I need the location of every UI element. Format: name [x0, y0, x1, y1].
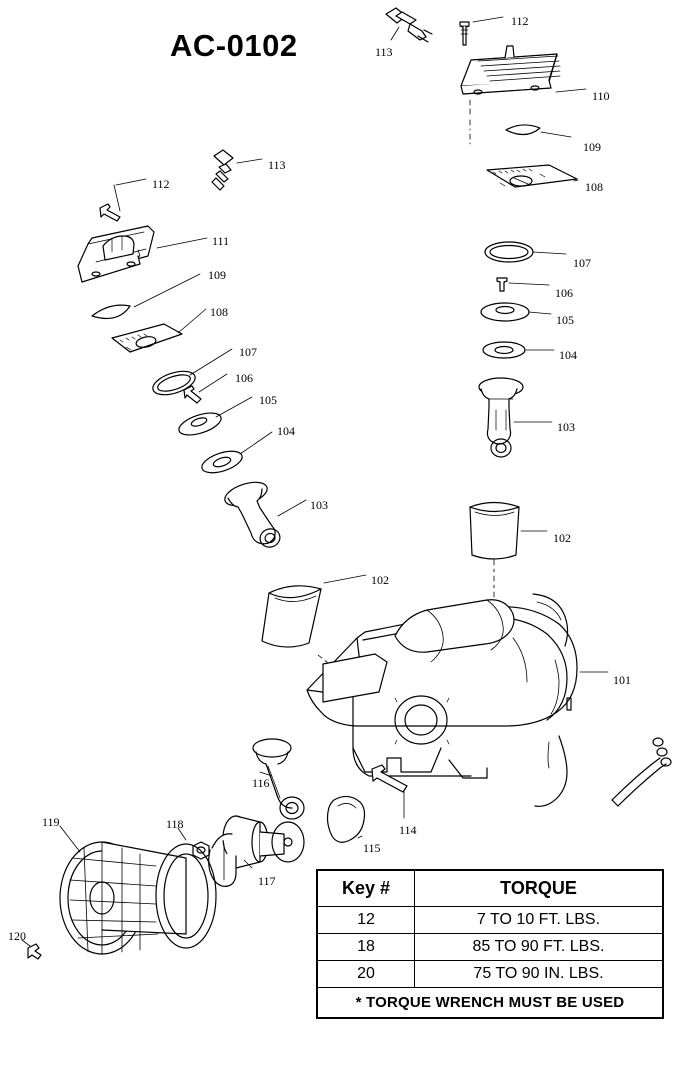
torque-row-key: 12	[317, 907, 415, 934]
part-101-crankcase	[307, 594, 577, 806]
part-112-left	[100, 204, 120, 221]
part-115-counterweight	[328, 796, 365, 842]
callout-102-left: 102	[371, 573, 389, 587]
part-119-flywheel	[60, 842, 216, 954]
part-106-screw	[497, 278, 507, 291]
part-105-retainer-left	[176, 409, 223, 440]
torque-header-torque: TORQUE	[415, 870, 664, 907]
callout-120: 120	[8, 929, 26, 943]
callout-109-left: 109	[208, 268, 226, 282]
callout-103-right: 103	[557, 420, 575, 434]
part-111-head-left	[78, 226, 154, 282]
part-103-piston-rod-left	[222, 478, 282, 550]
torque-row-key: 18	[317, 934, 415, 961]
part-117-crankshaft	[209, 816, 304, 886]
callout-117: 117	[258, 874, 276, 888]
torque-row-key: 20	[317, 961, 415, 988]
callout-106-left: 106	[235, 371, 253, 385]
table-row	[317, 934, 663, 961]
torque-row-value: 75 TO 90 IN. LBS.	[415, 961, 664, 988]
torque-row-value: 85 TO 90 FT. LBS.	[415, 934, 664, 961]
callout-112-left: 112	[152, 177, 170, 191]
callout-102-right: 102	[553, 531, 571, 545]
part-113-left	[212, 150, 233, 190]
callout-119: 119	[42, 815, 60, 829]
table-row	[317, 961, 663, 988]
part-109-gasket	[506, 125, 540, 135]
torque-header-key: Key #	[317, 870, 415, 907]
part-107-oring	[485, 242, 533, 262]
wire-harness	[612, 738, 671, 806]
callout-104-left: 104	[277, 424, 295, 438]
callout-107-right: 107	[573, 256, 591, 270]
torque-footnote-row	[317, 988, 663, 1019]
callout-113-top: 113	[375, 45, 393, 59]
callout-109-right: 109	[583, 140, 601, 154]
callout-115: 115	[363, 841, 381, 855]
part-102-cylinder-sleeve-left	[262, 586, 321, 647]
callout-101: 101	[613, 673, 631, 687]
callout-113-left: 113	[268, 158, 286, 172]
torque-table	[316, 869, 664, 1019]
callout-103-left: 103	[310, 498, 328, 512]
callout-114: 114	[399, 823, 417, 837]
callout-108-right: 108	[585, 180, 603, 194]
torque-table-header-row	[317, 870, 663, 907]
callout-111: 111	[212, 234, 230, 248]
part-106-screw-left	[184, 386, 201, 403]
part-108-valve-plate	[487, 165, 577, 187]
part-103-piston-rod	[479, 378, 523, 457]
part-102-cylinder-sleeve-right	[470, 503, 519, 560]
part-109-gasket-left	[92, 305, 130, 318]
part-104-washer-left	[199, 447, 245, 477]
torque-footnote: * TORQUE WRENCH MUST BE USED	[317, 988, 663, 1019]
part-105-retainer	[481, 303, 529, 321]
part-110-head	[461, 46, 560, 94]
callout-118: 118	[166, 817, 184, 831]
callout-110: 110	[592, 89, 610, 103]
callout-107-left: 107	[239, 345, 257, 359]
callout-116: 116	[252, 776, 270, 790]
table-row	[317, 907, 663, 934]
callout-108-left: 108	[210, 305, 228, 319]
callout-106-right: 106	[555, 286, 573, 300]
part-108-valve-plate-left	[112, 324, 182, 352]
callout-112-top: 112	[511, 14, 529, 28]
callout-104-right: 104	[559, 348, 577, 362]
callout-105-left: 105	[259, 393, 277, 407]
part-112-right	[460, 22, 469, 45]
page-title: AC-0102	[170, 28, 298, 63]
part-104-washer	[483, 342, 525, 358]
callout-105-right: 105	[556, 313, 574, 327]
torque-row-value: 7 TO 10 FT. LBS.	[415, 907, 664, 934]
